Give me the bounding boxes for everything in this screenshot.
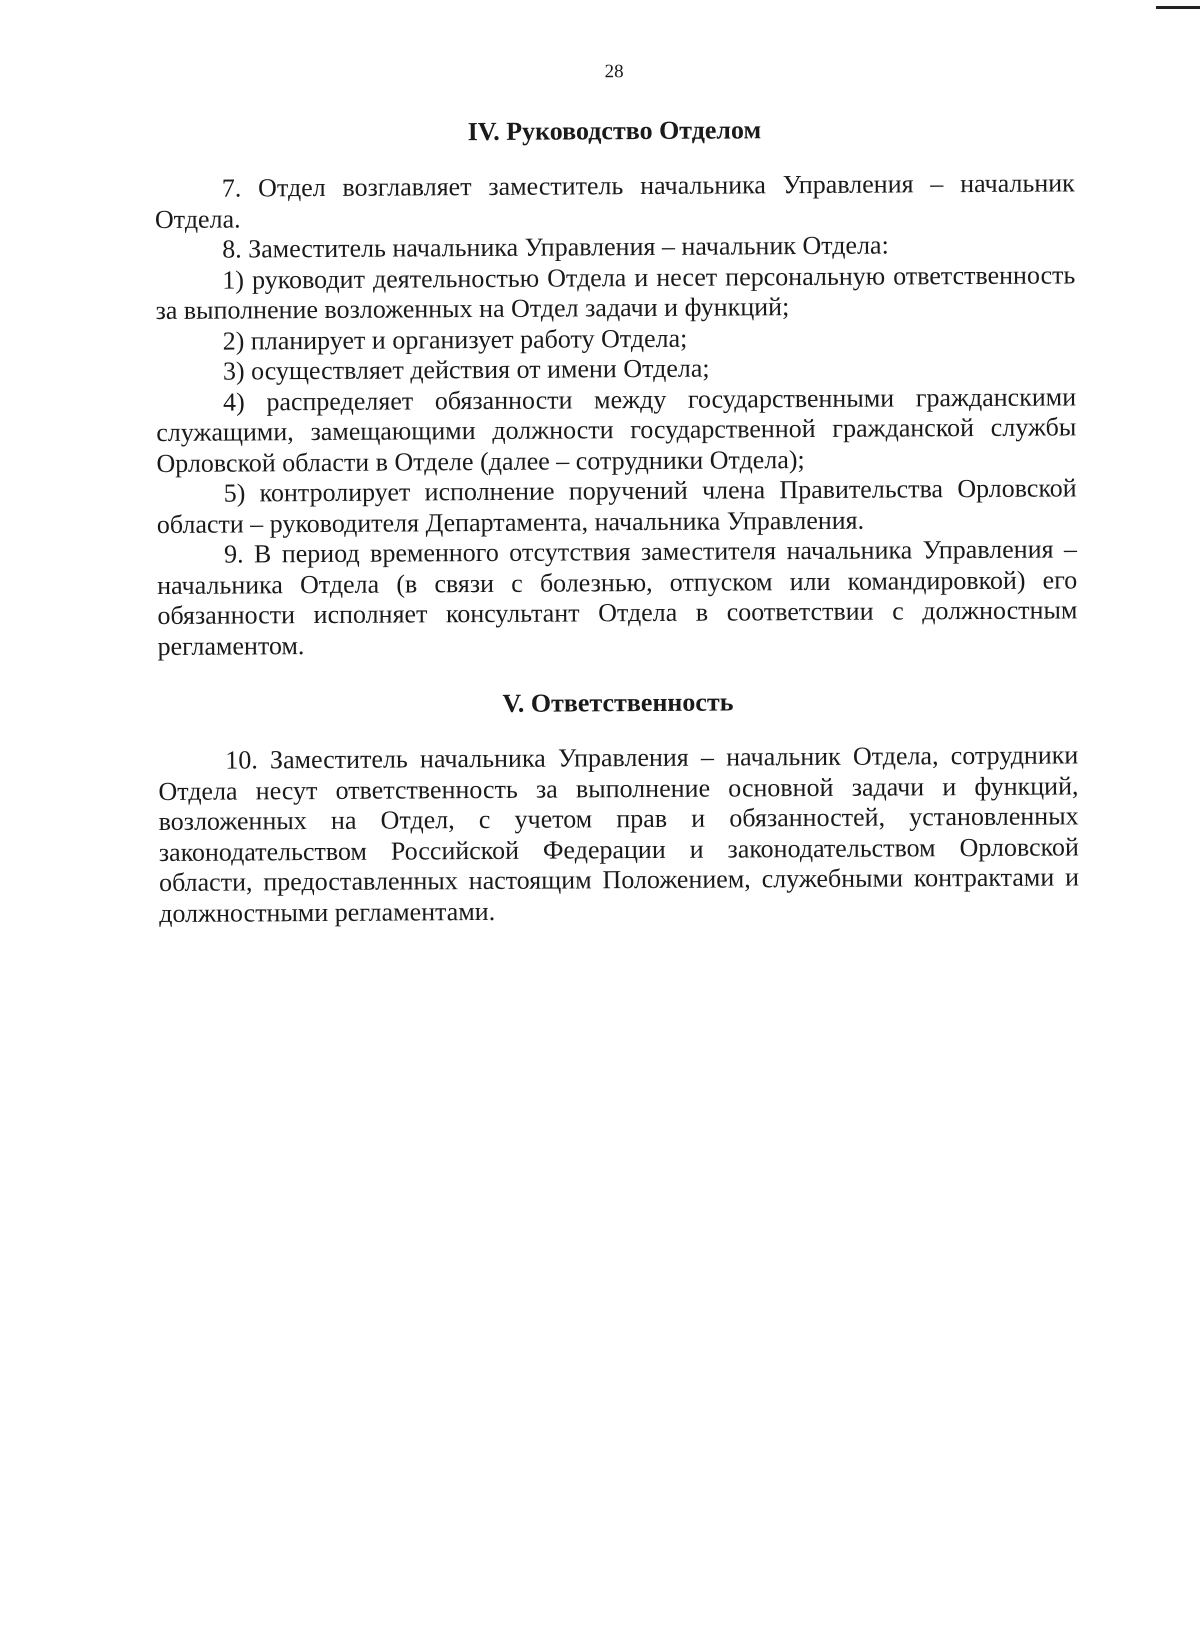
section-body-v (158, 740, 1079, 929)
scan-edge-mark (1156, 6, 1200, 9)
paragraph-8-item-5: 5) контролирует исполнение поручений члена Правительства Орловской области – руководителя Департамента, начальника Управления. (156, 473, 1077, 539)
paragraph-8-item-4: 4) распределяет обязанности между государственными гражданскими служащими, замещающими должности государственной гражданской службы Орловской области в Отделе (далее – сотрудники Отдела); (156, 381, 1077, 478)
paragraph-8-item-3: 3) осуществляет действия от имени Отдела; (222, 353, 710, 386)
paragraph-8-item-2: 2) планирует и организует работу Отдела; (222, 323, 688, 356)
paragraph-8-item-1: 1) руководит деятельностью Отдела и несет персональную ответственность за выполнение возложенных на Отдел задачи и функций; (155, 259, 1076, 325)
paragraph-10: 10. Заместитель начальника Управления – начальник Отдела, сотрудники Отдела несут ответственность за выполнение основной задачи и функций, возложенных на Отдел, с учетом прав и обязанностей, установленных законодательством Российской Федерации и законодательством Орловской области, предоставленных настоящим Положением, служебными контрактами и должностными регламентами. (158, 740, 1080, 928)
paragraph-8: 8. Заместитель начальника Управления – начальник Отдела: (222, 230, 889, 264)
document-content (154, 54, 1079, 929)
section-body-iv (155, 168, 1078, 662)
section-heading-iv: IV. Руководство Отделом (467, 115, 762, 147)
section-heading-v: V. Ответственность (502, 687, 734, 718)
page-number: 28 (604, 61, 624, 83)
paragraph-7: 7. Отдел возглавляет заместитель начальника Управления – начальник Отдела. (154, 168, 1075, 234)
paragraph-9: 9. В период временного отсутствия заместителя начальника Управления – начальника Отдела (в связи с болезнью, отпуском или командировкой) его обязанности исполняет консультант Отдела в соответствии с должностным регламентом. (157, 534, 1078, 661)
